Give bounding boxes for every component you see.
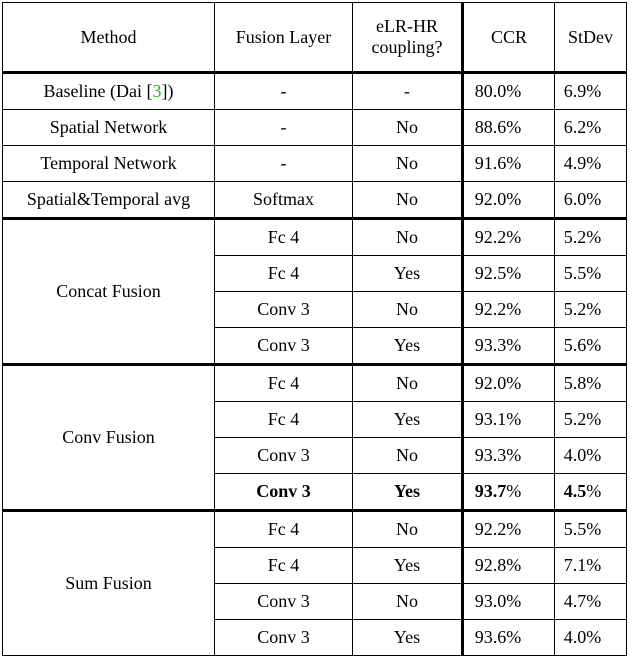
stdev-cell-best [555,474,627,511]
stdev-cell: 5.6% [555,328,627,365]
fusion-cell: Conv 3 [215,292,353,328]
ccr-cell: 91.6% [463,146,555,182]
fusion-cell: Conv 3 [215,328,353,365]
header-coupling-line2: coupling? [371,37,443,57]
stdev-cell: 5.2% [555,402,627,438]
header-coupling [353,3,463,73]
header-ccr: CCR [463,3,555,73]
coupling-cell: No [353,584,463,620]
coupling-cell: No [353,182,463,219]
table-row [3,110,627,146]
header-coupling-line1: eLR-HR [376,16,438,36]
stdev-cell: 6.9% [555,73,627,110]
ccr-cell: 93.1% [463,402,555,438]
coupling-cell: Yes [353,328,463,365]
table-row [3,73,627,110]
ccr-cell: 80.0% [463,73,555,110]
fusion-cell: - [215,73,353,110]
ccr-cell: 93.3% [463,328,555,365]
coupling-cell: No [353,292,463,328]
method-cell-group: Concat Fusion [3,219,215,365]
fusion-cell: Softmax [215,182,353,219]
stdev-cell: 5.8% [555,365,627,402]
fusion-cell-best: Conv 3 [215,474,353,511]
fusion-cell: Fc 4 [215,365,353,402]
coupling-cell: No [353,365,463,402]
ccr-cell: 93.0% [463,584,555,620]
table-row [3,219,627,256]
stdev-cell: 4.9% [555,146,627,182]
stdev-cell: 5.2% [555,292,627,328]
header-row [3,3,627,73]
stdev-cell: 5.2% [555,219,627,256]
header-stdev: StDev [555,3,627,73]
stdev-cell: 5.5% [555,256,627,292]
coupling-cell: - [353,73,463,110]
ccr-cell: 92.8% [463,548,555,584]
stdev-cell: 4.0% [555,438,627,474]
coupling-cell: No [353,110,463,146]
fusion-cell: Fc 4 [215,256,353,292]
ccr-cell: 92.2% [463,292,555,328]
ccr-cell: 93.3% [463,438,555,474]
header-method: Method [3,3,215,73]
stdev-best-value: 4.5 [563,481,587,501]
ccr-cell-best [463,474,555,511]
ccr-best-value: 93.7 [474,481,507,501]
coupling-cell: No [353,438,463,474]
table-row [3,146,627,182]
method-cell-group: Conv Fusion [3,365,215,511]
table-row [3,365,627,402]
coupling-cell: No [353,219,463,256]
stdev-cell: 4.0% [555,620,627,656]
coupling-cell: Yes [353,256,463,292]
stdev-cell: 7.1% [555,548,627,584]
coupling-cell-best: Yes [353,474,463,511]
coupling-cell: No [353,146,463,182]
method-cell: Spatial Network [3,110,215,146]
stdev-cell: 6.0% [555,182,627,219]
fusion-cell: - [215,146,353,182]
coupling-cell: Yes [353,620,463,656]
method-text: Baseline (Dai [ [43,81,153,101]
header-fusion-layer: Fusion Layer [215,3,353,73]
method-cell: Spatial&Temporal avg [3,182,215,219]
method-cell-group: Sum Fusion [3,511,215,656]
coupling-cell: No [353,511,463,548]
ccr-cell: 92.5% [463,256,555,292]
fusion-cell: Fc 4 [215,548,353,584]
fusion-cell: - [215,110,353,146]
ccr-best-pct: % [506,481,522,501]
ccr-cell: 92.0% [463,365,555,402]
coupling-cell: Yes [353,548,463,584]
fusion-cell: Conv 3 [215,620,353,656]
results-table [2,2,627,656]
stdev-cell: 4.7% [555,584,627,620]
ccr-cell: 92.2% [463,511,555,548]
table-row [3,511,627,548]
fusion-cell: Conv 3 [215,438,353,474]
method-cell: Temporal Network [3,146,215,182]
stdev-best-pct: % [586,481,602,501]
fusion-cell: Fc 4 [215,219,353,256]
fusion-cell: Conv 3 [215,584,353,620]
ccr-cell: 92.2% [463,219,555,256]
stdev-cell: 6.2% [555,110,627,146]
method-text-suffix: ]) [161,81,174,101]
stdev-cell: 5.5% [555,511,627,548]
method-cell [3,73,215,110]
fusion-cell: Fc 4 [215,402,353,438]
ccr-cell: 93.6% [463,620,555,656]
coupling-cell: Yes [353,402,463,438]
citation-link[interactable]: 3 [152,81,162,101]
fusion-cell: Fc 4 [215,511,353,548]
table-row [3,182,627,219]
ccr-cell: 88.6% [463,110,555,146]
ccr-cell: 92.0% [463,182,555,219]
